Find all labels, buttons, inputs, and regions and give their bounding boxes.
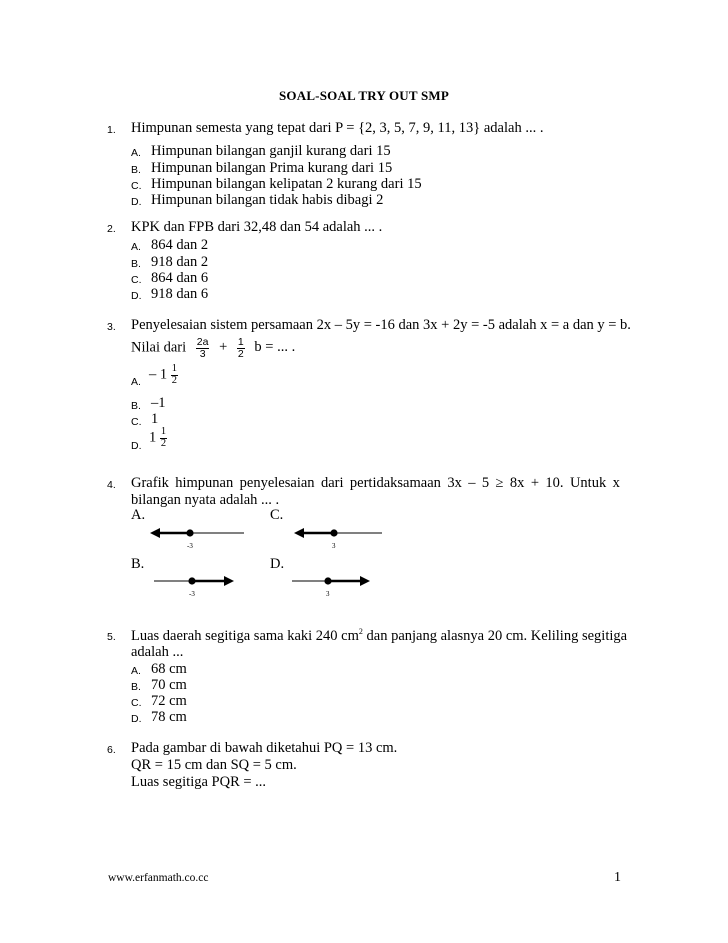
word: 8x <box>509 475 525 491</box>
option-letter: A. <box>131 507 146 523</box>
word: – <box>468 475 476 491</box>
closed-dot <box>324 577 331 584</box>
tick-label: 3 <box>332 542 336 550</box>
left-arrow-icon <box>294 528 304 538</box>
fraction-numerator: 1 <box>160 426 167 437</box>
plus-sign: + <box>219 339 228 356</box>
footer-website: www.erfanmath.co.cc <box>108 872 209 884</box>
option-text: Himpunan bilangan ganjil kurang dari 15 <box>151 143 391 159</box>
question-text <box>131 627 627 645</box>
fraction <box>171 364 178 386</box>
option-letter: B. <box>131 164 141 176</box>
option-letter: D. <box>270 556 285 572</box>
option-text: Himpunan bilangan tidak habis dibagi 2 <box>151 192 384 208</box>
right-arrow-icon <box>360 576 370 586</box>
option-text: 864 dan 6 <box>151 270 209 286</box>
fraction-numerator: 1 <box>237 336 244 348</box>
option-letter: D. <box>131 440 142 452</box>
page-number: 1 <box>614 870 621 885</box>
number-line-a <box>150 524 245 552</box>
question-number: 2. <box>107 223 116 235</box>
fraction-denominator: 2 <box>160 437 167 449</box>
text-segment: dan panjang alasnya 20 cm. Keliling segitiga <box>362 627 628 644</box>
option-text: 1 <box>151 411 159 427</box>
option-letter: D. <box>131 713 142 725</box>
question-number: 5. <box>107 631 116 643</box>
mixed-whole: – 1 <box>149 366 168 383</box>
option-mixed-number <box>149 364 178 386</box>
option-text: 918 dan 2 <box>151 254 209 270</box>
option-letter: D. <box>131 290 142 302</box>
expression-prefix: Nilai dari <box>131 339 187 356</box>
fraction-numerator: 1 <box>171 363 177 374</box>
option-text: Himpunan bilangan kelipatan 2 kurang dari 15 <box>151 176 422 192</box>
closed-dot <box>330 529 337 536</box>
option-letter: B. <box>131 556 145 572</box>
option-letter: B. <box>131 400 141 412</box>
text-segment: Luas daerah segitiga sama kaki 240 cm <box>131 627 359 644</box>
option-letter: C. <box>131 416 142 428</box>
fraction <box>160 427 167 449</box>
word: 10. <box>545 475 564 491</box>
fraction-numerator: 2a <box>196 336 209 348</box>
word: x <box>612 475 620 491</box>
word: Untuk <box>569 475 607 491</box>
option-letter: B. <box>131 681 141 693</box>
option-letter: C. <box>270 507 284 523</box>
option-letter: A. <box>131 665 141 677</box>
superscript: 2 <box>358 627 363 636</box>
tick-label: -3 <box>189 590 195 598</box>
question-number: 1. <box>107 124 116 136</box>
expression-suffix: b = ... . <box>254 339 296 356</box>
word: 5 <box>481 475 490 491</box>
question-text: KPK dan FPB dari 32,48 dan 54 adalah ... . <box>131 219 383 235</box>
left-arrow-icon <box>150 528 160 538</box>
tick-label: -3 <box>187 542 193 550</box>
option-text: 918 dan 6 <box>151 286 209 302</box>
option-text: 70 cm <box>151 677 187 693</box>
tick-label: 3 <box>326 590 330 598</box>
option-letter: A. <box>131 241 141 253</box>
number-line-d <box>290 572 375 600</box>
question-text-justified <box>131 475 620 492</box>
question-text: QR = 15 cm dan SQ = 5 cm. <box>131 757 297 773</box>
question-expression <box>131 337 295 359</box>
option-mixed-number <box>149 427 167 449</box>
closed-dot <box>186 529 193 536</box>
question-number: 3. <box>107 321 116 333</box>
closed-dot <box>188 577 195 584</box>
option-text: 68 cm <box>151 661 187 677</box>
question-number: 4. <box>107 479 116 491</box>
option-text: 72 cm <box>151 693 187 709</box>
number-line-c <box>294 524 389 552</box>
option-letter: D. <box>131 196 142 208</box>
fraction <box>196 337 210 359</box>
word: pertidaksamaan <box>349 475 441 491</box>
question-text: adalah ... <box>131 644 184 660</box>
option-text: 864 dan 2 <box>151 237 209 253</box>
fraction-denominator: 3 <box>199 347 206 360</box>
option-letter: A. <box>131 376 141 388</box>
question-text: Penyelesaian sistem persamaan 2x – 5y = -16 dan 3x + 2y = -5 adalah x = a dan y = b. <box>131 317 631 333</box>
fraction <box>237 337 245 359</box>
option-letter: B. <box>131 258 141 270</box>
option-letter: C. <box>131 180 142 192</box>
option-text: –1 <box>151 395 166 411</box>
question-text: Himpunan semesta yang tepat dari P = {2, 3, 5, 7, 9, 11, 13} adalah ... . <box>131 120 544 136</box>
word: dari <box>320 475 344 491</box>
fraction-denominator: 2 <box>171 374 177 386</box>
option-text: Himpunan bilangan Prima kurang dari 15 <box>151 160 393 176</box>
right-arrow-icon <box>224 576 234 586</box>
question-text: bilangan nyata adalah ... . <box>131 492 280 508</box>
word: himpunan <box>175 475 234 491</box>
mixed-whole: 1 <box>149 429 157 446</box>
fraction-denominator: 2 <box>237 347 244 360</box>
word: 3x <box>447 475 462 491</box>
option-text: 78 cm <box>151 709 187 725</box>
word: penyelesaian <box>239 475 315 491</box>
option-letter: A. <box>131 147 141 159</box>
word: Grafik <box>131 475 169 491</box>
page-title: SOAL-SOAL TRY OUT SMP <box>278 88 449 103</box>
question-text: Luas segitiga PQR = ... <box>131 774 267 790</box>
word: + <box>530 475 539 491</box>
option-letter: C. <box>131 274 142 286</box>
question-number: 6. <box>107 744 116 756</box>
option-letter: C. <box>131 697 142 709</box>
question-text: Pada gambar di bawah diketahui PQ = 13 cm. <box>131 740 398 756</box>
word: ≥ <box>495 475 504 491</box>
number-line-b <box>150 572 240 600</box>
